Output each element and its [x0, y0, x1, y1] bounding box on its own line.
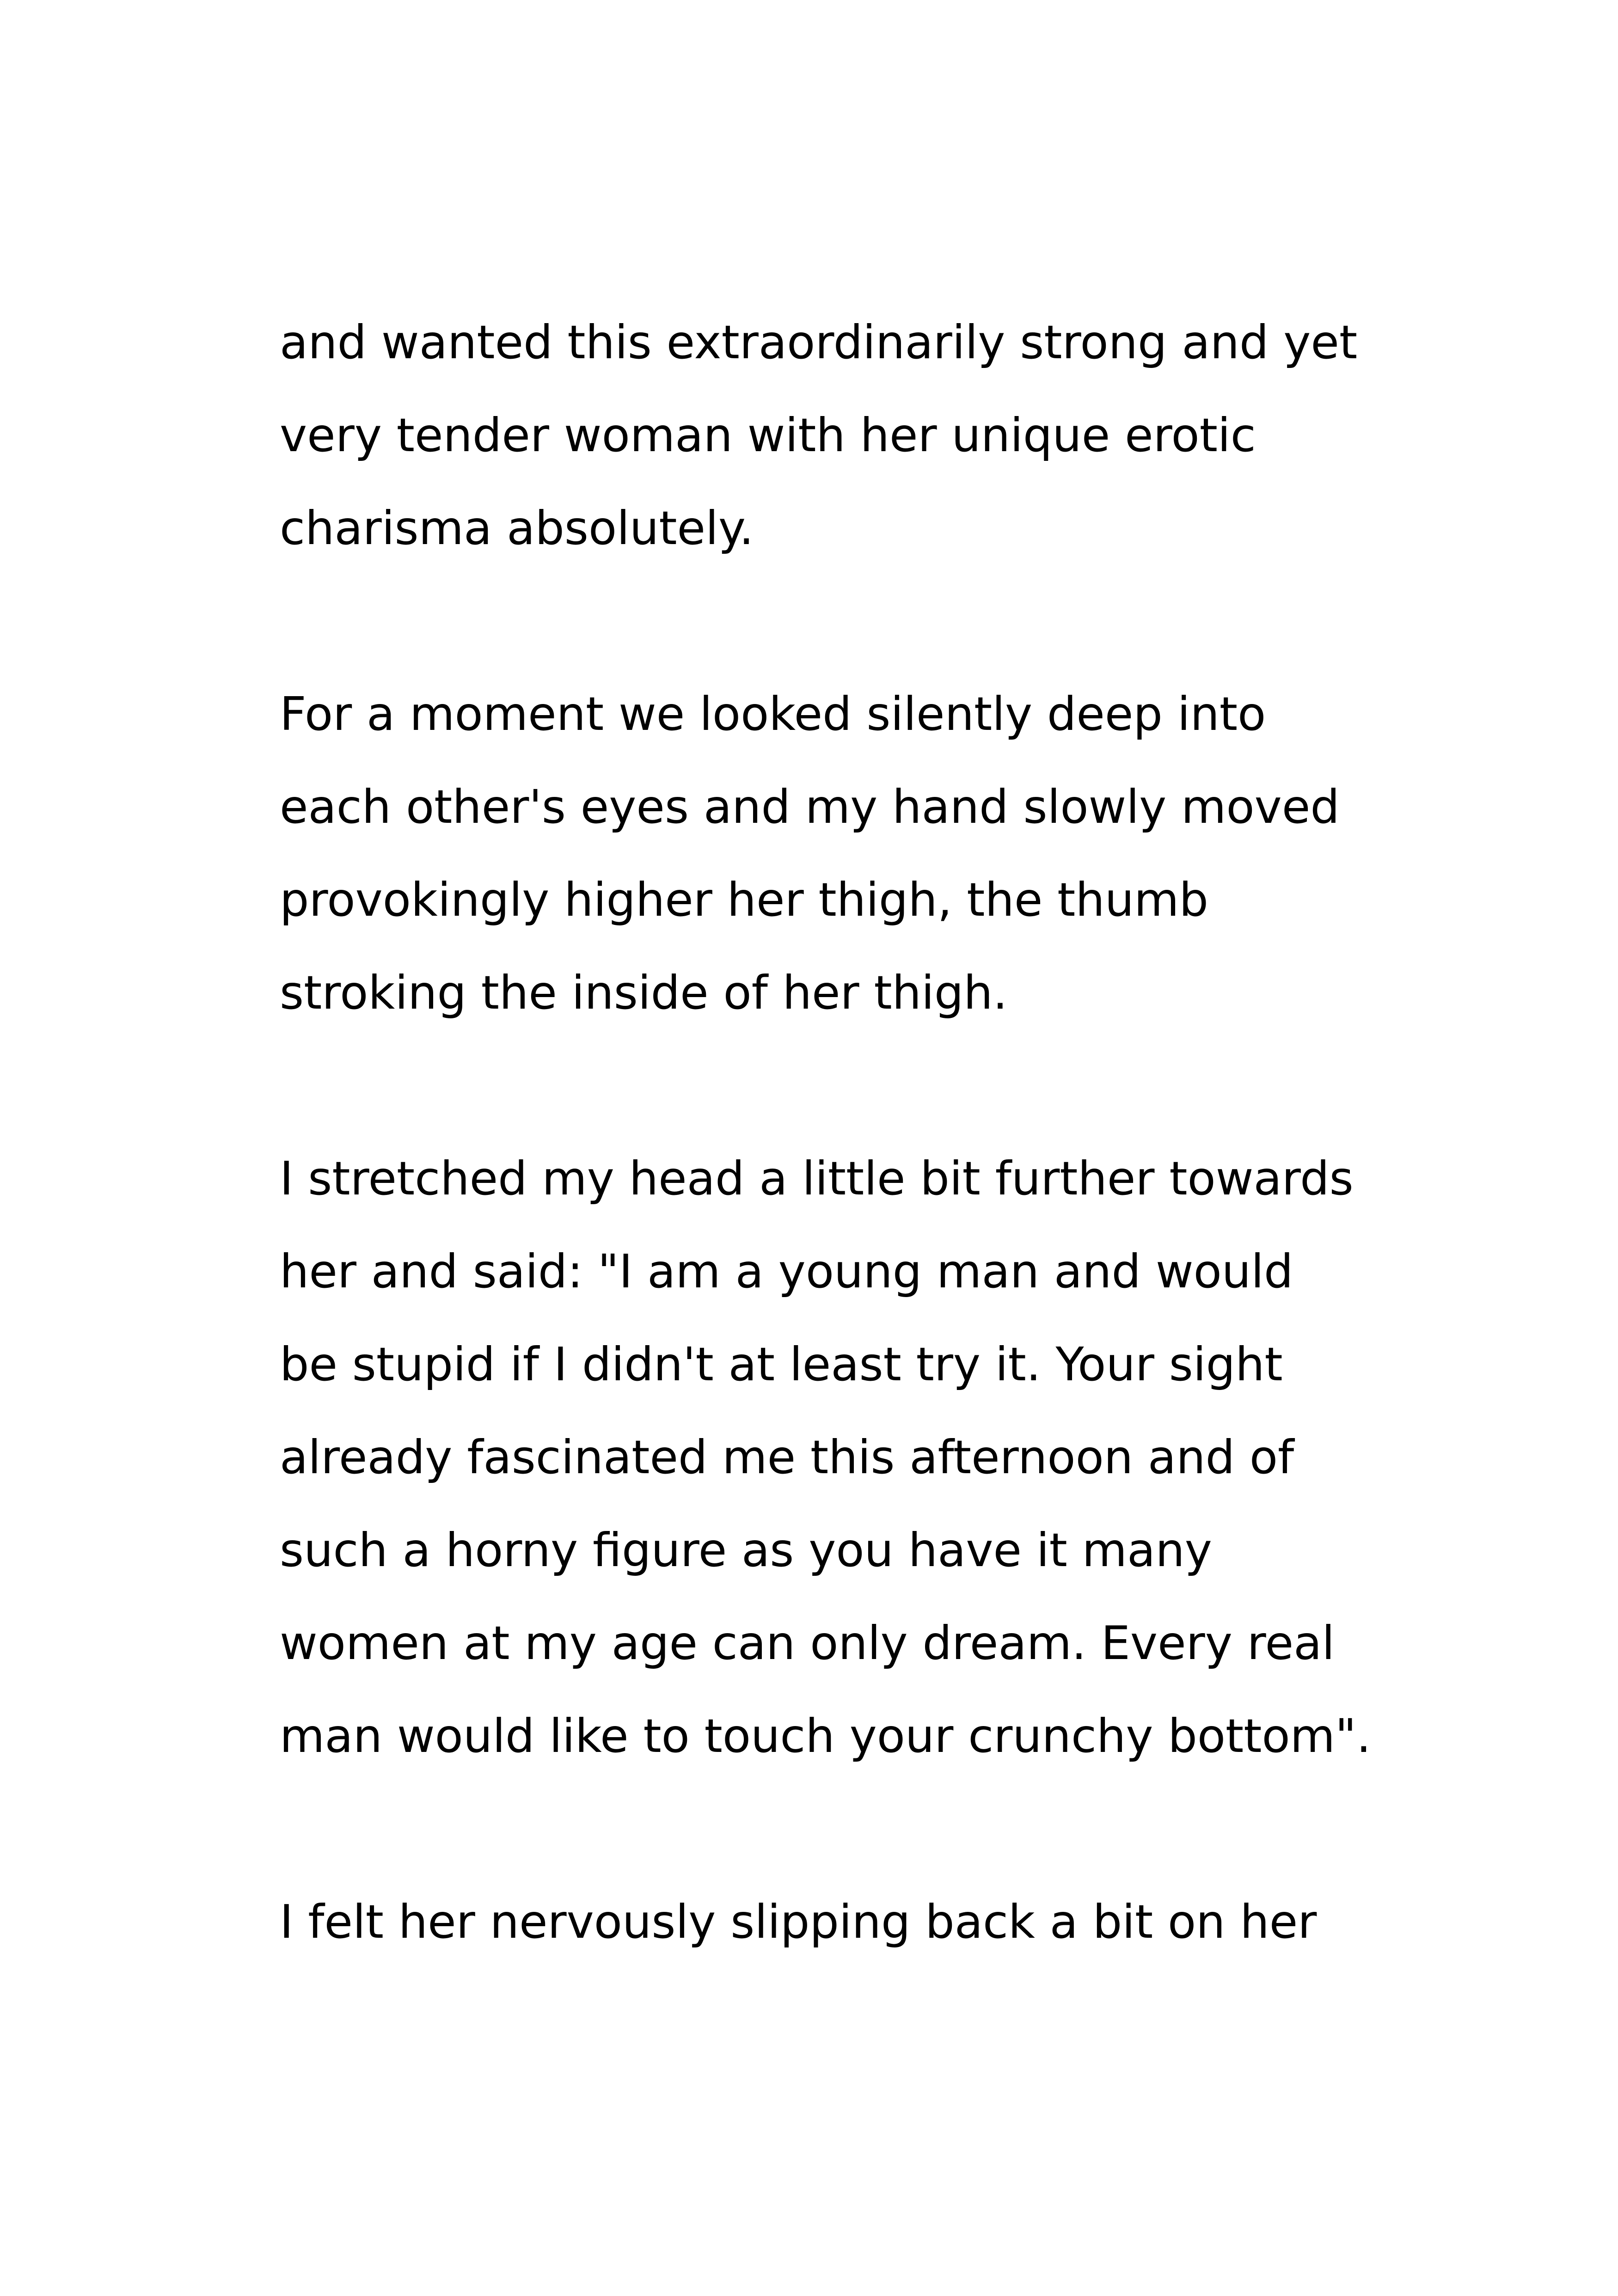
paragraph-3: [280, 1132, 1380, 1782]
text-line: I felt her nervously slipping back a bit on her: [280, 1895, 1317, 1949]
text-line: stroking the inside of her thigh.: [280, 966, 1008, 1020]
text-line: be stupid if I didn't at least try it. Your sight: [280, 1337, 1283, 1391]
text-line: women at my age can only dream. Every real: [280, 1616, 1335, 1670]
text-line: man would like to touch your crunchy bottom".: [280, 1709, 1371, 1763]
text-line: already fascinated me this afternoon and of: [280, 1430, 1294, 1484]
text-line: very tender woman with her unique erotic: [280, 408, 1256, 462]
text-line: such a horny figure as you have it many: [280, 1523, 1212, 1577]
text-line: I stretched my head a little bit further towards: [280, 1151, 1354, 1206]
text-line: charisma absolutely.: [280, 501, 754, 555]
paragraph-2: [280, 667, 1380, 1039]
paragraph-4: [280, 1875, 1380, 1968]
body-text: [280, 296, 1380, 2061]
text-line: her and said: "I am a young man and would: [280, 1244, 1293, 1298]
text-line: provokingly higher her thigh, the thumb: [280, 873, 1209, 927]
text-line: each other's eyes and my hand slowly moved: [280, 780, 1340, 834]
text-line: For a moment we looked silently deep into: [280, 687, 1266, 741]
text-line: and wanted this extraordinarily strong and yet: [280, 315, 1358, 369]
paragraph-1: [280, 296, 1380, 575]
